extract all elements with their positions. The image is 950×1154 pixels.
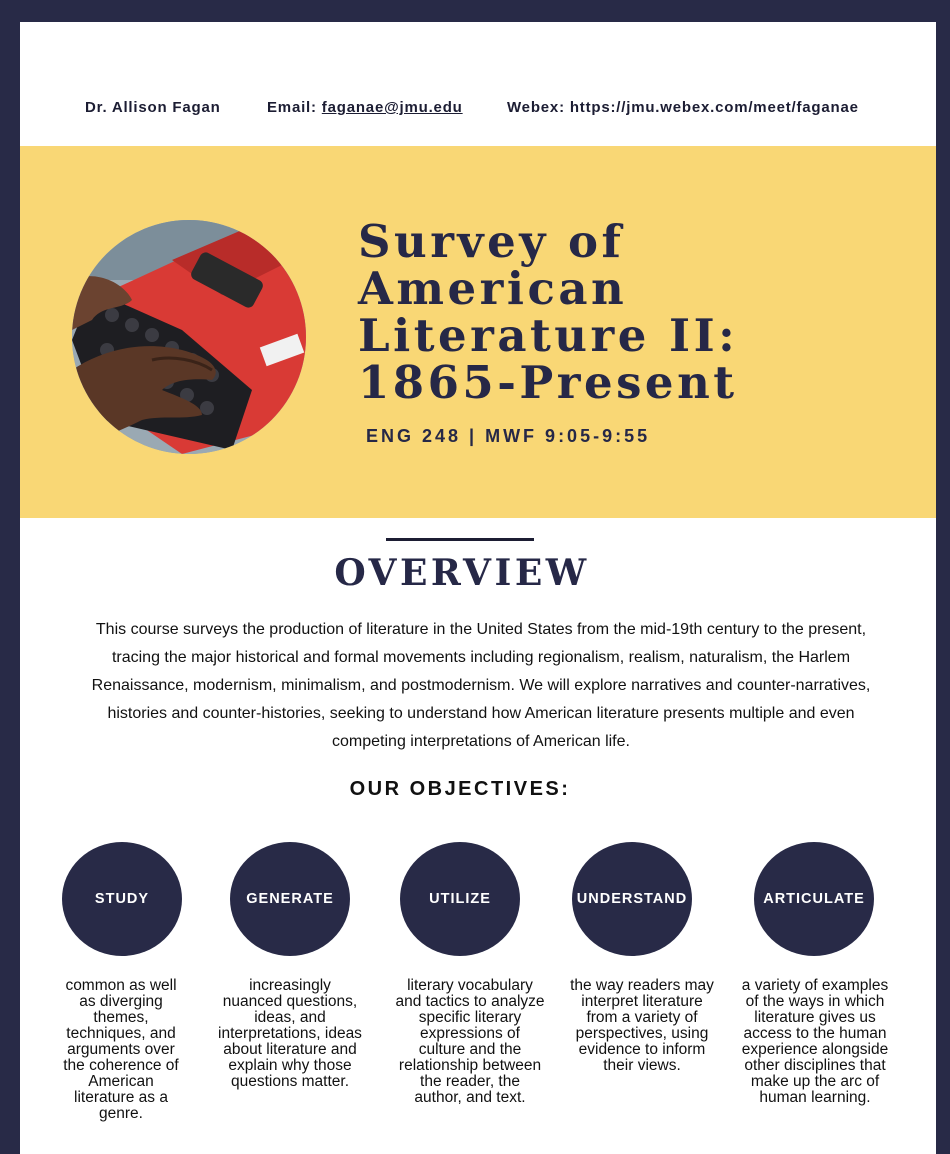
webex-label: Webex: (507, 99, 565, 116)
objective-description: a variety of examples of the ways in which literature gives us access to the human experience alongside other disciplines that make up the arc of human learning. (741, 977, 889, 1106)
syllabus-page (20, 22, 936, 1154)
webex-contact (507, 99, 859, 116)
email-label: Email: (267, 99, 317, 116)
section-divider (386, 538, 534, 541)
objective-circle: GENERATE (230, 842, 350, 956)
course-title: Survey of American Literature II: 1865-Present (358, 215, 739, 409)
instructor-name: Dr. Allison Fagan (85, 99, 221, 116)
course-code-schedule: ENG 248 | MWF 9:05-9:55 (366, 426, 651, 446)
overview-text: This course surveys the production of literature in the United States from the mid-19th century to the present, tracing the major historical and formal movements including regionalism, realism, naturalism, the Harlem Renaissance, modernism, minimalism, and postmodernism. We will explore narratives and counter-narratives, histories and counter-histories, seeking to understand how American literature presents multiple and even competing interpretations of American life. (91, 621, 871, 750)
title-banner (20, 146, 936, 518)
objective-circle: UNDERSTAND (572, 842, 692, 956)
webex-url: https://jmu.webex.com/meet/faganae (569, 99, 859, 116)
objective-circle: ARTICULATE (754, 842, 874, 956)
objectives-heading: OUR OBJECTIVES: (349, 778, 571, 800)
objective-description: the way readers may interpret literature from a variety of perspectives, using evidence to inform their views. (570, 977, 714, 1074)
objective-description: common as well as diverging themes, techniques, and arguments over the coherence of American literature as a genre. (63, 977, 179, 1122)
email-contact (267, 99, 463, 116)
objective-circle: STUDY (62, 842, 182, 956)
objective-circle: UTILIZE (400, 842, 520, 956)
contact-header (20, 22, 936, 146)
objective-description: literary vocabulary and tactics to analyze specific literary expressions of culture and the relationship between the reader, the author, and text. (395, 977, 545, 1106)
overview-heading: OVERVIEW (334, 552, 590, 594)
objective-description: increasingly nuanced questions, ideas, and interpretations, ideas about literature and explain why those questions matter. (218, 977, 362, 1090)
typewriter-photo (72, 220, 306, 454)
email-link[interactable]: faganae@jmu.edu (321, 99, 463, 116)
